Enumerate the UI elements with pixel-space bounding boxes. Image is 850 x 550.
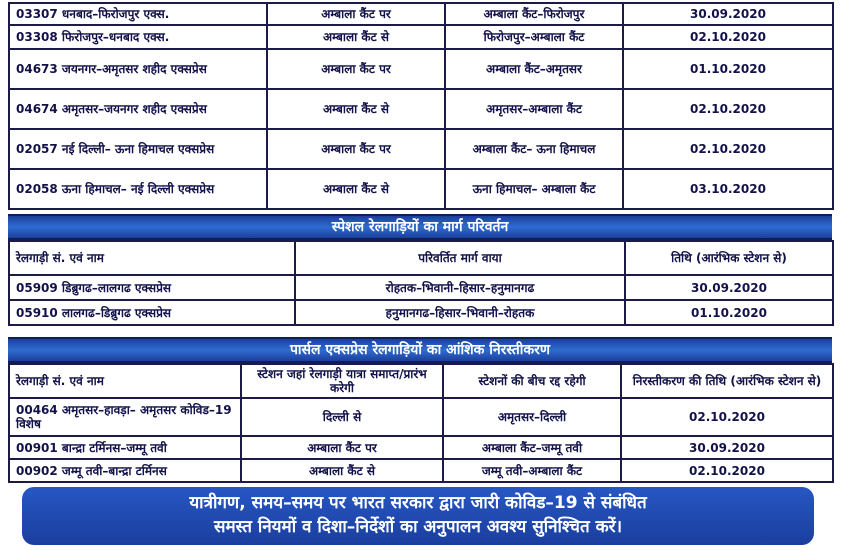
train-cell: 05910 लालगढ–डिब्रुगढ एक्सप्रेस xyxy=(9,300,295,325)
table-row xyxy=(9,459,833,482)
table-row xyxy=(9,300,833,325)
table-row xyxy=(9,25,833,49)
train-cell: 00464 अमृतसर–हावड़ा– अमृतसर कोविड–19 विशेष xyxy=(9,398,241,436)
table-row xyxy=(9,275,833,300)
train-cell: 02058 ऊना हिमाचल– नई दिल्ली एक्सप्रेस xyxy=(9,169,267,209)
date-cell: 02.10.2020 xyxy=(623,25,833,49)
date-cell: 30.09.2020 xyxy=(621,436,833,459)
table-header-row xyxy=(9,364,833,398)
table-row xyxy=(9,398,833,436)
train-cell: 03307 धनबाद–फिरोजपुर एक्स. xyxy=(9,3,267,25)
date-cell: 02.10.2020 xyxy=(623,89,833,129)
parcel-table xyxy=(8,363,834,483)
route-cell: हनुमानगढ–हिसार–भिवानी–रोहतक xyxy=(295,300,625,325)
date-cell: 30.09.2020 xyxy=(623,3,833,25)
column-header-route: परिवर्तित मार्ग वाया xyxy=(295,241,625,275)
date-cell: 01.10.2020 xyxy=(625,300,833,325)
route-cell: फिरोजपुर–अम्बाला कैंट xyxy=(445,25,623,49)
route-cell: रोहतक–भिवानी–हिसार–हनुमानगढ xyxy=(295,275,625,300)
train-cell: 02057 नई दिल्ली– ऊना हिमाचल एक्सप्रेस xyxy=(9,129,267,169)
column-header-date: निरस्तीकरण की तिथि (आरंभिक स्टेशन से) xyxy=(621,364,833,398)
route-cell: ऊना हिमाचल– अम्बाला कैंट xyxy=(445,169,623,209)
parcel-banner: पार्सल एक्सप्रेस रेलगाड़ियों का आंशिक निरस्तीकरण xyxy=(8,337,832,363)
route-cell: अमृतसर–अम्बाला कैंट xyxy=(445,89,623,129)
date-cell: 02.10.2020 xyxy=(623,129,833,169)
column-header-train: रेलगाड़ी सं. एवं नाम xyxy=(9,241,295,275)
table-row xyxy=(9,49,833,89)
date-cell: 03.10.2020 xyxy=(623,169,833,209)
route-cell: अम्बाला कैंट– ऊना हिमाचल xyxy=(445,129,623,169)
column-header-station: स्टेशन जहां रेलगाड़ी यात्रा समाप्त/प्रारंभ करेगी xyxy=(241,364,443,398)
date-cell: 02.10.2020 xyxy=(621,398,833,436)
station-cell: अम्बाला कैंट से xyxy=(267,25,445,49)
train-cell: 03308 फिरोजपुर–धनबाद एक्स. xyxy=(9,25,267,49)
train-cell: 04674 अमृतसर–जयनगर शहीद एक्सप्रेस xyxy=(9,89,267,129)
train-cell: 04673 जयनगर–अमृतसर शहीद एक्सप्रेस xyxy=(9,49,267,89)
station-cell: अम्बाला कैंट पर xyxy=(267,49,445,89)
date-cell: 02.10.2020 xyxy=(621,459,833,482)
between-cell: अम्बाला कैंट–जम्मू तवी xyxy=(443,436,621,459)
table-row xyxy=(9,169,833,209)
route-cell: अम्बाला कैंट–फिरोजपुर xyxy=(445,3,623,25)
table-row xyxy=(9,129,833,169)
advisory-line-2: समस्त नियमों व दिशा–निर्देशों का अनुपालन अवश्य सुनिश्चित करें। xyxy=(213,517,623,537)
station-cell: अम्बाला कैंट पर xyxy=(267,129,445,169)
table-row xyxy=(9,436,833,459)
date-cell: 01.10.2020 xyxy=(623,49,833,89)
date-cell: 30.09.2020 xyxy=(625,275,833,300)
diversion-table xyxy=(8,240,834,326)
between-cell: जम्मू तवी–अम्बाला कैंट xyxy=(443,459,621,482)
train-cell: 05909 डिब्रुगढ–लालगढ एक्सप्रेस xyxy=(9,275,295,300)
station-cell: अम्बाला कैंट पर xyxy=(267,3,445,25)
table-row xyxy=(9,3,833,25)
between-cell: अमृतसर–दिल्ली xyxy=(443,398,621,436)
advisory-footer xyxy=(22,487,814,545)
route-cell: अम्बाला कैंट–अमृतसर xyxy=(445,49,623,89)
station-cell: दिल्ली से xyxy=(241,398,443,436)
station-cell: अम्बाला कैंट पर xyxy=(241,436,443,459)
diversion-banner: स्पेशल रेलगाड़ियों का मार्ग परिवर्तन xyxy=(8,214,832,240)
station-cell: अम्बाला कैंट से xyxy=(267,89,445,129)
table-header-row xyxy=(9,241,833,275)
table-row xyxy=(9,89,833,129)
column-header-between: स्टेशनों की बीच रद्द रहेगी xyxy=(443,364,621,398)
advisory-line-1: यात्रीगण, समय–समय पर भारत सरकार द्वारा जारी कोविड–19 से संबंधित xyxy=(189,493,647,513)
train-cell: 00901 बान्द्रा टर्मिनस–जम्मू तवी xyxy=(9,436,241,459)
station-cell: अम्बाला कैंट से xyxy=(241,459,443,482)
station-cell: अम्बाला कैंट से xyxy=(267,169,445,209)
upper-table xyxy=(8,2,834,210)
column-header-date: तिथि (आरंभिक स्टेशन से) xyxy=(625,241,833,275)
train-cell: 00902 जम्मू तवी–बान्द्रा टर्मिनस xyxy=(9,459,241,482)
column-header-train: रेलगाड़ी सं. एवं नाम xyxy=(9,364,241,398)
